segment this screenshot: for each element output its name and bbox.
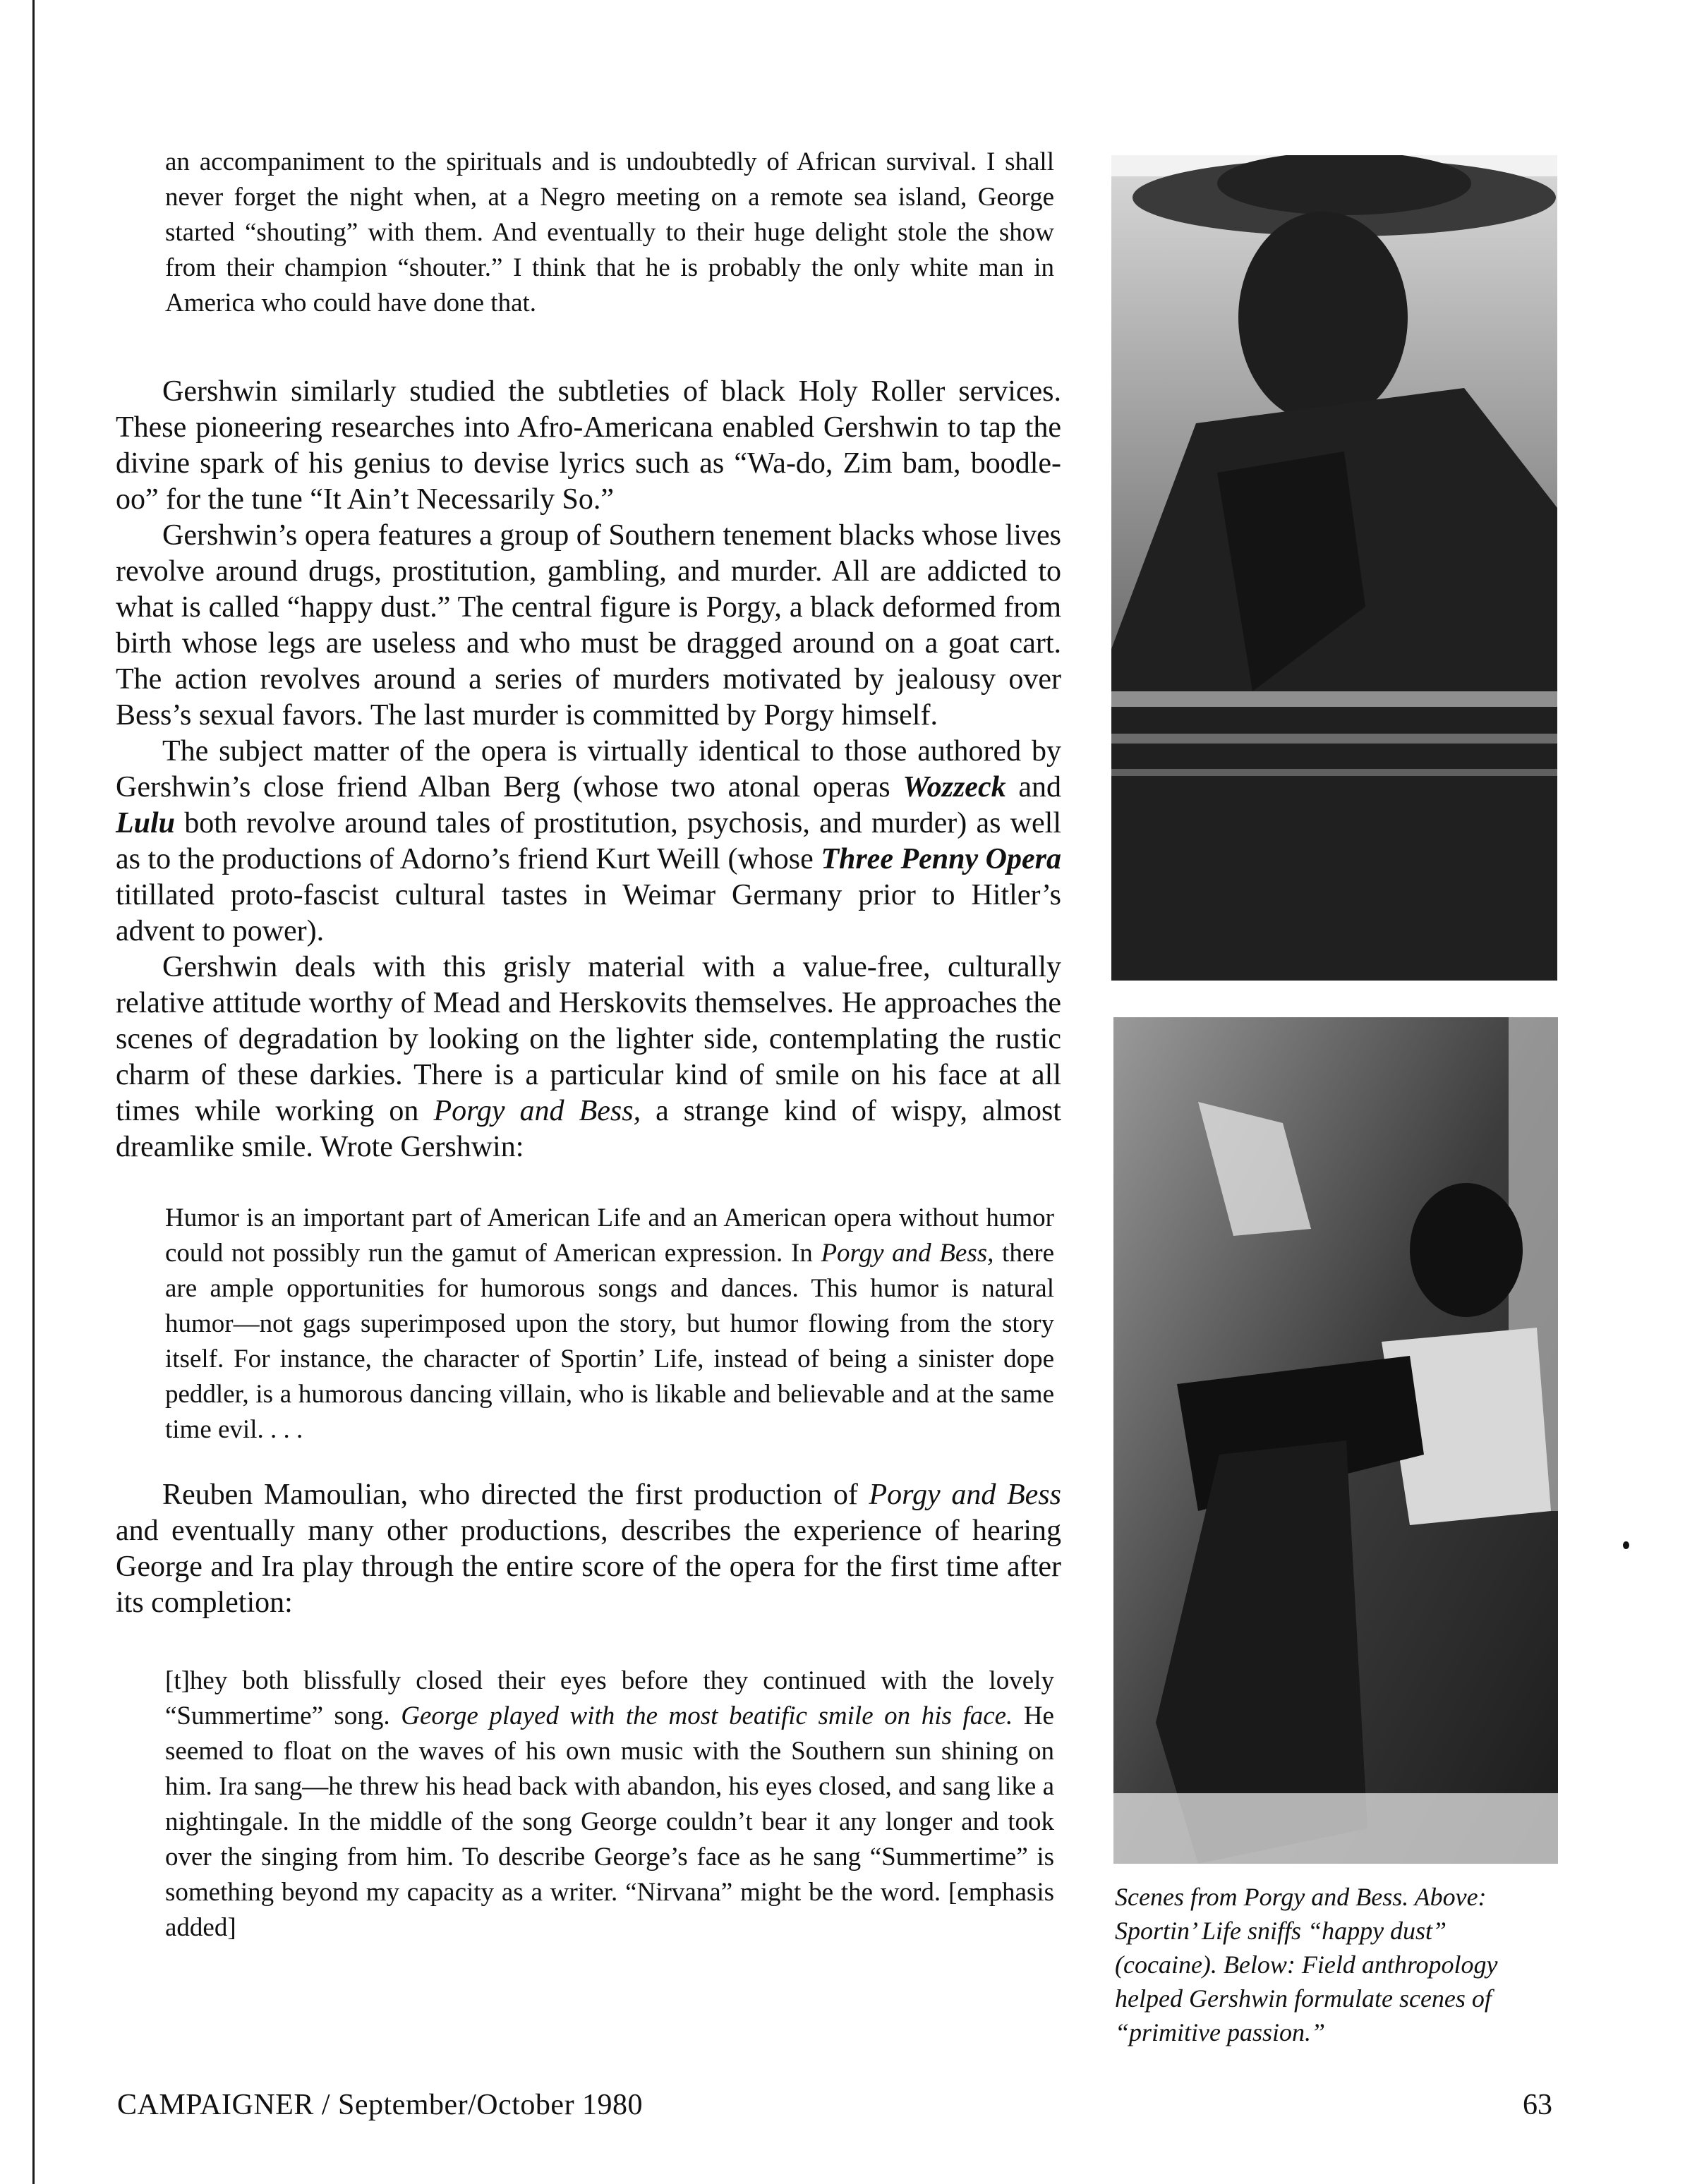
footer-publication: CAMPAIGNER / September/October 1980 [117,2089,644,2121]
title-three-penny-opera: Three Penny Opera [821,843,1061,875]
paragraph-holy-roller: Gershwin similarly studied the subtleties of black Holy Roller services. These pioneering researches into Afro-Americana enabled Gershwin to tap the divine spark of his genius to devise lyrics such as “Wa-do, Zim bam, boodle-oo” for the tune “It Ain’t Necessarily So.” [116,375,1061,516]
photo-field-scene [1113,1017,1558,1864]
paragraph-opera-features: Gershwin’s opera features a group of Southern tenement blacks whose lives revolve around drugs, prostitution, gambling, and murder. All are addicted to what is called “happy dust.” The central figure is Porgy, a black deformed from birth whose legs are useless and who must be dragged around on a goat cart. The action revolves around a series of murders motivated by jealousy over Bess’s sexual favors. The last murder is committed by Porgy himself. [116,519,1061,732]
article-body-continued [116,1477,1061,1621]
paragraph-subject-matter: The subject matter of the opera is virtually identical to those authored by Gershwin’s close friend Alban Berg (whose two atonal operas Wozzeck and Lulu both revolve around tales of prostitution, psychosis, and murder) as well as to the productions of Adorno’s friend Kurt Weill (whose Three Penny Opera titillated proto-fascist cultural tastes in Weimar Germany prior to Hitler’s advent to power). [116,735,1061,947]
margin-dot [1623,1541,1629,1549]
article-text-column [116,145,1061,1946]
title-wozzeck: Wozzeck [902,771,1006,803]
photo-caption: Scenes from Porgy and Bess. Above: Sportin’ Life sniffs “happy dust” (cocaine). Below: Field anthropology helped Gershwin formulate scenes of “primitive passion.” [1115,1883,1498,2046]
block-quote-gershwin-text: Humor is an important part of American Life and an American opera without humor could not possibly run the gamut of American expression. In Porgy and Bess, there are ample opportunities for humorous songs and dances. This humor is natural humor—not gags superimposed upon the story, but humor flowing from the story itself. For instance, the character of Sportin’ Life, instead of being a sinister dope peddler, is a humorous dancing villain, who is likable and believable and at the same time evil. . . . [165,1203,1054,1444]
article-body [116,374,1061,1165]
photo-field-scene-image [1113,1017,1558,1864]
block-quote-gershwin [165,1201,1061,1448]
paragraph-mamoulian: Reuben Mamoulian, who directed the first production of Porgy and Bess and eventually many other productions, describes the experience of hearing George and Ira play through the entire score of the opera for the first time after its completion: [116,1479,1061,1619]
block-quote-1-text: an accompaniment to the spirituals and is undoubtedly of African survival. I shall never forget the night when, at a Negro meeting on a remote sea island, George started “shouting” with them. And eventually to their huge delight stole the show from their champion “shouter.” I think that he is probably the only white man in America who could have done that. [165,147,1054,317]
paragraph-value-free: Gershwin deals with this grisly material with a value-free, culturally relative attitude worthy of Mead and Herskovits themselves. He approaches the scenes of degradation by looking on the lighter side, contemplating the rustic charm of these darkies. There is a particular kind of smile on his face at all times while working on Porgy and Bess, a strange kind of wispy, almost dreamlike smile. Wrote Gershwin: [116,951,1061,1163]
block-quote-mamoulian-text: [t]hey both blissfully closed their eyes before they continued with the lovely “Summertime” song. George played with the most beatific smile on his face. He seemed to float on the waves of his own music with the Southern sun shining on him. Ira sang—he threw his head back with abandon, his eyes closed, and sang like a nightingale. In the middle of the song George couldn’t bear it any longer and took over the singing from him. To describe George’s face as he sang “Summertime” is something beyond my capacity as a writer. “Nirvana” might be the word. [emphasis added] [165,1666,1054,1942]
title-porgy-and-bess-2: Porgy and Bess [869,1479,1061,1511]
page-number: 63 [1523,2089,1552,2121]
block-quote-mamoulian [165,1663,1061,1946]
title-porgy-and-bess: Porgy and Bess, [433,1095,641,1127]
block-quote-1 [165,145,1061,321]
photo-sportin-life [1111,155,1557,981]
photo-sportin-life-image [1111,155,1557,981]
page-edge-line [32,0,35,2184]
title-lulu: Lulu [116,807,176,839]
